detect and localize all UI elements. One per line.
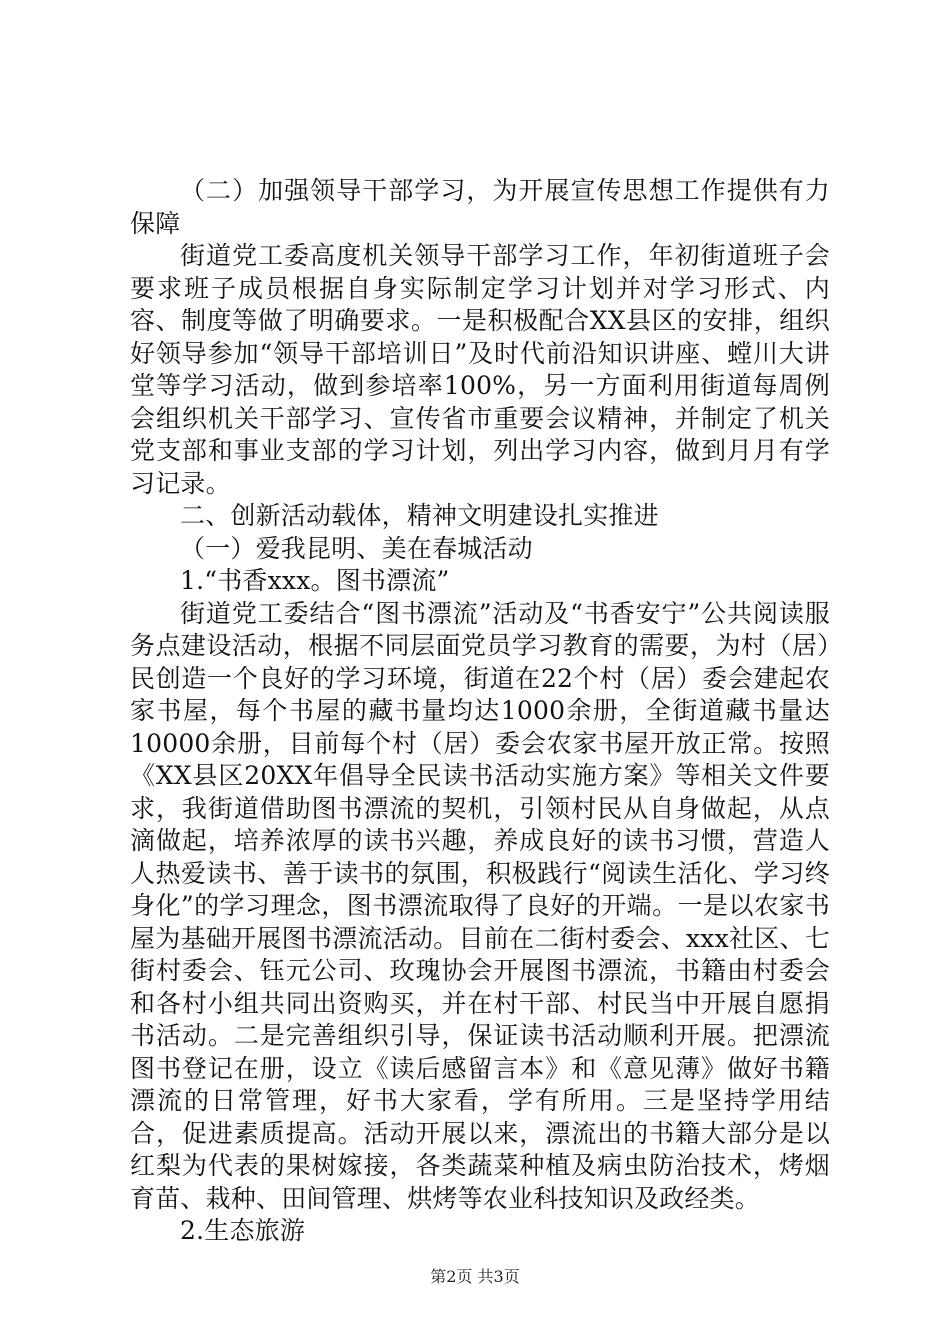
paragraph-leadership-study: 街道党工委高度机关领导干部学习工作，年初街道班子会要求班子成员根据自身实际制定学习计划并对学习形式、内容、制度等做了明确要求。一是积极配合XX县区的安排，组织好领导参加“领导干部培训日”及时代前沿知识讲座、螳川大讲堂等学习活动，做到参培率100%，另一方面利用街道每周例会组织机关干部学习、宣传省市重要会议精神，并制定了机关党支部和事业支部的学习计划，列出学习内容，做到月月有学习记录。 <box>130 241 830 498</box>
item-heading-book-drift: 1.“书香xxx。图书漂流” <box>180 566 450 595</box>
subheading-leadership-study: （二）加强领导干部学习，为开展宣传思想工作提供有力保障 <box>130 176 830 238</box>
subheading-kunming-activity: （一）爱我昆明、美在春城活动 <box>180 533 533 563</box>
page-number-footer: 第2页 共3页 <box>430 1267 520 1286</box>
item-heading-eco-tourism: 2.生态旅游 <box>180 1216 306 1245</box>
document-page <box>130 175 830 1248</box>
paragraph-book-drift: 街道党工委结合“图书漂流”活动及“书香安宁”公共阅读服务点建设活动，根据不同层面党员学习教育的需要，为村（居）民创造一个良好的学习环境，街道在22个村（居）委会建起农家书屋，每个书屋的藏书量均达1000余册，全街道藏书量达10000余册，目前每个村（居）委会农家书屋开放正常。按照《XX县区20XX年倡导全民读书活动实施方案》等相关文件要求，我街道借助图书漂流的契机，引领村民从自身做起，从点滴做起，培养浓厚的读书兴趣，养成良好的读书习惯，营造人人热爱读书、善于读书的氛围，积极践行“阅读生活化、学习终身化”的学习理念，图书漂流取得了良好的开端。一是以农家书屋为基础开展图书漂流活动。目前在二街村委会、xxx社区、七街村委会、钰元公司、玫瑰协会开展图书漂流，书籍由村委会和各村小组共同出资购买，并在村干部、村民当中开展自愿捐书活动。二是完善组织引导，保证读书活动顺利开展。把漂流图书登记在册，设立《读后感留言本》和《意见薄》做好书籍漂流的日常管理，好书大家看，学有所用。三是坚持学用结合，促进素质提高。活动开展以来，漂流出的书籍大部分是以红梨为代表的果树嫁接，各类蔬菜种植及病虫防治技术，烤烟育苗、栽种、田间管理、烘烤等农业科技知识及政经类。 <box>130 598 830 1213</box>
section-heading-activities: 二、创新活动载体，精神文明建设扎实推进 <box>180 501 659 530</box>
